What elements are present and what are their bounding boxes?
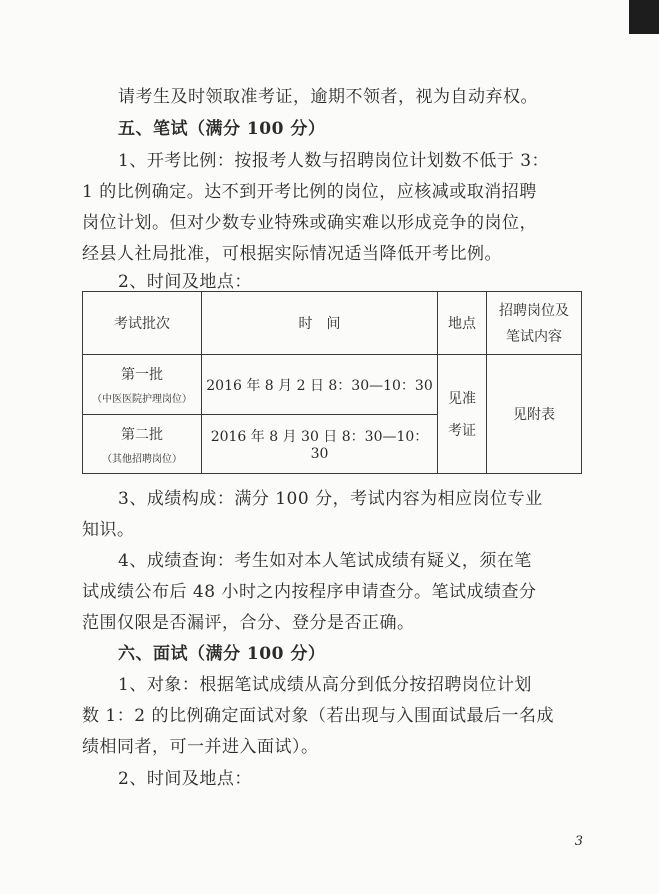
batch-name: 第二批 [121, 426, 163, 443]
paragraph-ratio-line4: 经县人社局批准，可根据实际情况适当降低开考比例。 [82, 244, 502, 264]
header-content-line2: 笔试内容 [506, 329, 562, 345]
table-row [83, 355, 582, 415]
place-cell [438, 355, 487, 474]
paragraph-score-line1: 3、成绩构成：满分 100 分，考试内容为相应岗位专业 [118, 489, 543, 509]
paragraph-query-line2: 试成绩公布后 48 小时之内按程序申请查分。笔试成绩查分 [82, 582, 537, 602]
heading-interview: 六、面试（满分 100 分） [118, 644, 326, 664]
table-header-row [83, 292, 582, 355]
content-cell: 见附表 [487, 355, 582, 474]
batch-note: （其他招聘岗位） [102, 453, 182, 465]
place-line2: 考证 [448, 423, 476, 439]
time-cell: 2016 年 8 月 2 日 8：30—10：30 [202, 355, 438, 415]
paragraph-ratio-line3: 岗位计划。但对少数专业特殊或确实难以形成竞争的岗位， [82, 213, 537, 233]
paragraph-ratio-line2: 1 的比例确定。达不到开考比例的岗位，应核减或取消招聘 [82, 182, 537, 202]
header-content-line1: 招聘岗位及 [499, 303, 569, 319]
batch-name: 第一批 [121, 367, 163, 383]
place-line1: 见准 [448, 391, 476, 407]
batch-note: （中医医院护理岗位） [92, 394, 192, 405]
header-place: 地点 [438, 292, 487, 355]
paragraph-interview-time-place: 2、时间及地点： [118, 769, 252, 789]
header-content [487, 292, 582, 355]
paragraph-query-line1: 4、成绩查询：考生如对本人笔试成绩有疑义，须在笔 [118, 551, 532, 571]
paragraph-time-place: 2、时间及地点： [118, 272, 252, 292]
paragraph-ratio-line1: 1、开考比例：按报考人数与招聘岗位计划数不低于 3： [118, 151, 550, 171]
paragraph-target-line2: 数 1：2 的比例确定面试对象（若出现与入围面试最后一名成 [82, 706, 554, 726]
heading-written-exam: 五、笔试（满分 100 分） [118, 119, 326, 139]
time-cell: 2016 年 8 月 30 日 8：30—10：30 [202, 415, 438, 474]
paragraph-query-line3: 范围仅限是否漏评，合分、登分是否正确。 [82, 613, 415, 633]
paragraph-target-line3: 绩相同者，可一并进入面试）。 [82, 737, 319, 757]
paragraph-admission-ticket: 请考生及时领取准考证，逾期不领者，视为自动弃权。 [118, 87, 538, 107]
exam-schedule-table [82, 291, 582, 474]
header-batch: 考试批次 [83, 292, 202, 355]
page-number: 3 [574, 834, 583, 849]
batch-cell [83, 415, 202, 474]
paragraph-score-line2: 知识。 [82, 520, 135, 540]
paragraph-target-line1: 1、对象：根据笔试成绩从高分到低分按招聘岗位计划 [118, 675, 532, 695]
header-time: 时 间 [202, 292, 438, 355]
batch-cell [83, 355, 202, 415]
scan-corner-mark [629, 0, 659, 34]
